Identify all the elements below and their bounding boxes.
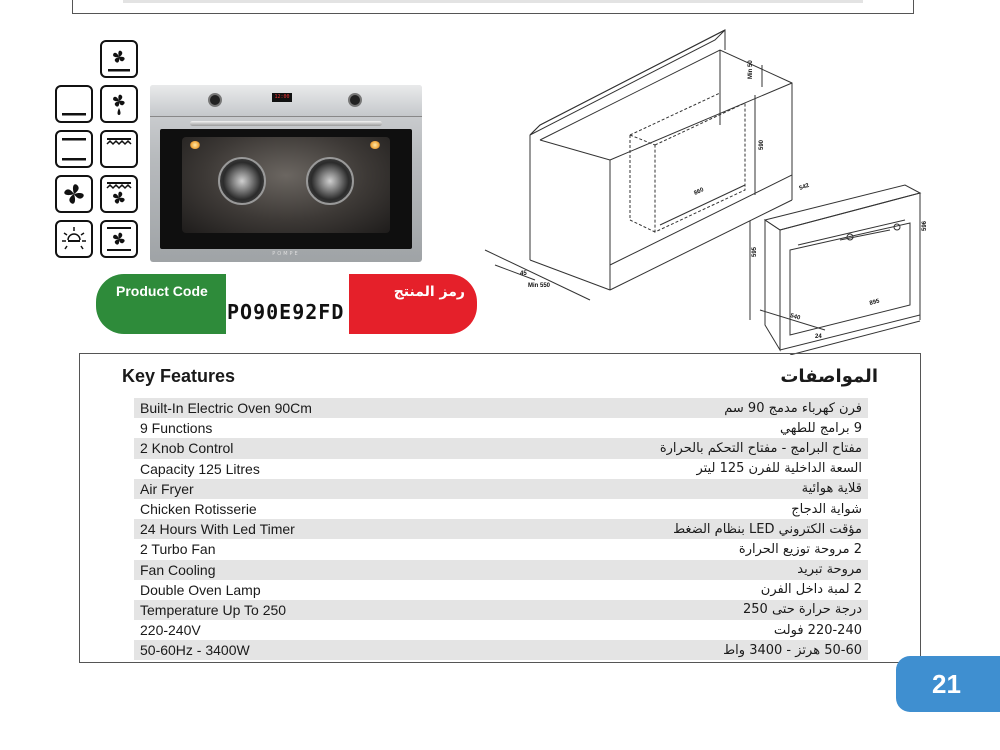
- fan-bottom-heat-icon: [100, 40, 138, 78]
- page-number: 21: [896, 656, 1000, 712]
- dim-45: 45: [520, 271, 527, 277]
- feature-ar: مروحة تبريد: [797, 562, 862, 578]
- feature-row: [134, 580, 868, 600]
- oven-door: [160, 129, 412, 249]
- dim-860: 860: [693, 187, 705, 197]
- dim-596: 596: [922, 220, 928, 231]
- feature-row: [134, 418, 868, 438]
- feature-en: 50-60Hz - 3400W: [140, 642, 250, 659]
- dim-24: 24: [815, 334, 822, 340]
- feature-row: [134, 560, 868, 580]
- product-code-label-en-box: [96, 274, 226, 334]
- feature-en: 2 Knob Control: [140, 440, 234, 457]
- feature-row: [134, 499, 868, 519]
- feature-ar: السعة الداخلية للفرن 125 ليتر: [696, 461, 862, 477]
- dim-595: 595: [752, 246, 758, 257]
- control-panel: [150, 85, 422, 117]
- feature-list: [134, 398, 868, 660]
- convection-fan-left: [218, 157, 266, 205]
- oven-cavity: [182, 137, 390, 233]
- feature-ar: 2 مروحة توزيع الحرارة: [738, 541, 862, 557]
- feature-en: 24 Hours With Led Timer: [140, 521, 295, 538]
- key-features-title-ar: المواصفات: [780, 366, 878, 387]
- feature-en: 2 Turbo Fan: [140, 541, 216, 558]
- fan-top-bottom-icon: [100, 220, 138, 258]
- product-code-label-en: Product Code: [116, 283, 208, 299]
- installation-diagram: [480, 25, 930, 355]
- table-strip: [123, 0, 863, 3]
- dim-542: 542: [798, 182, 811, 192]
- product-code-label-ar-box: [349, 274, 477, 334]
- temperature-knob: [348, 93, 362, 107]
- fan-icon: [55, 175, 93, 213]
- feature-ar: قلاية هوائية: [801, 481, 862, 497]
- feature-en: Chicken Rotisserie: [140, 501, 257, 518]
- convection-fan-right: [306, 157, 354, 205]
- bottom-heat-icon: [55, 85, 93, 123]
- feature-row: [134, 459, 868, 479]
- feature-row: [134, 438, 868, 458]
- feature-ar: 220-240 فولت: [773, 622, 862, 638]
- feature-row: [134, 600, 868, 620]
- key-features-title-en: Key Features: [122, 366, 236, 386]
- feature-row: [134, 398, 868, 418]
- feature-ar: مفتاح البرامج - مفتاح التحكم بالحرارة: [659, 440, 862, 456]
- feature-en: Fan Cooling: [140, 561, 216, 578]
- feature-ar: درجة حرارة حتى 250: [742, 602, 862, 618]
- dim-min-550: Min 550: [528, 283, 551, 289]
- feature-en: Temperature Up To 250: [140, 601, 287, 618]
- top-bottom-heat-icon: [55, 130, 93, 168]
- key-features-box: [79, 353, 921, 663]
- feature-en: Capacity 125 Litres: [140, 460, 260, 477]
- feature-row: [134, 539, 868, 559]
- previous-table-edge: [72, 0, 914, 14]
- feature-row: [134, 640, 868, 660]
- feature-en: 9 Functions: [140, 420, 213, 437]
- dim-min-50: Min 50: [748, 60, 754, 79]
- feature-row: [134, 620, 868, 640]
- dim-540: 540: [789, 313, 801, 322]
- dim-590: 590: [759, 139, 765, 150]
- feature-ar: مؤقت الكتروني LED بنظام الضغط: [673, 521, 862, 537]
- product-code-label-ar: رمز المنتج: [393, 284, 465, 300]
- feature-en: 220-240V: [140, 622, 201, 639]
- product-code: PO90E92FD: [227, 300, 345, 324]
- oven-lamp-right: [370, 141, 380, 149]
- feature-ar: 50-60 هرتز - 3400 واط: [723, 642, 862, 658]
- oven-lamp-left: [190, 141, 200, 149]
- feature-ar: فرن كهرباء مدمج 90 سم: [724, 400, 862, 416]
- dim-895: 895: [868, 298, 881, 307]
- fan-grill-icon: [100, 175, 138, 213]
- lamp-icon: [55, 220, 93, 258]
- grill-icon: [100, 130, 138, 168]
- brand-logo: POMPE: [272, 251, 300, 257]
- feature-en: Double Oven Lamp: [140, 581, 261, 598]
- feature-row: [134, 479, 868, 499]
- fan-defrost-icon: [100, 85, 138, 123]
- feature-en: Built-In Electric Oven 90Cm: [140, 400, 312, 417]
- feature-ar: شواية الدجاج: [791, 501, 862, 517]
- function-knob: [208, 93, 222, 107]
- door-handle: [190, 121, 382, 126]
- feature-en: Air Fryer: [140, 480, 194, 497]
- oven-photo: [150, 85, 422, 262]
- led-display: 12:00: [272, 93, 292, 102]
- feature-ar: 2 لمبة داخل الفرن: [760, 582, 862, 598]
- feature-row: [134, 519, 868, 539]
- feature-ar: 9 برامج للطهي: [779, 420, 862, 436]
